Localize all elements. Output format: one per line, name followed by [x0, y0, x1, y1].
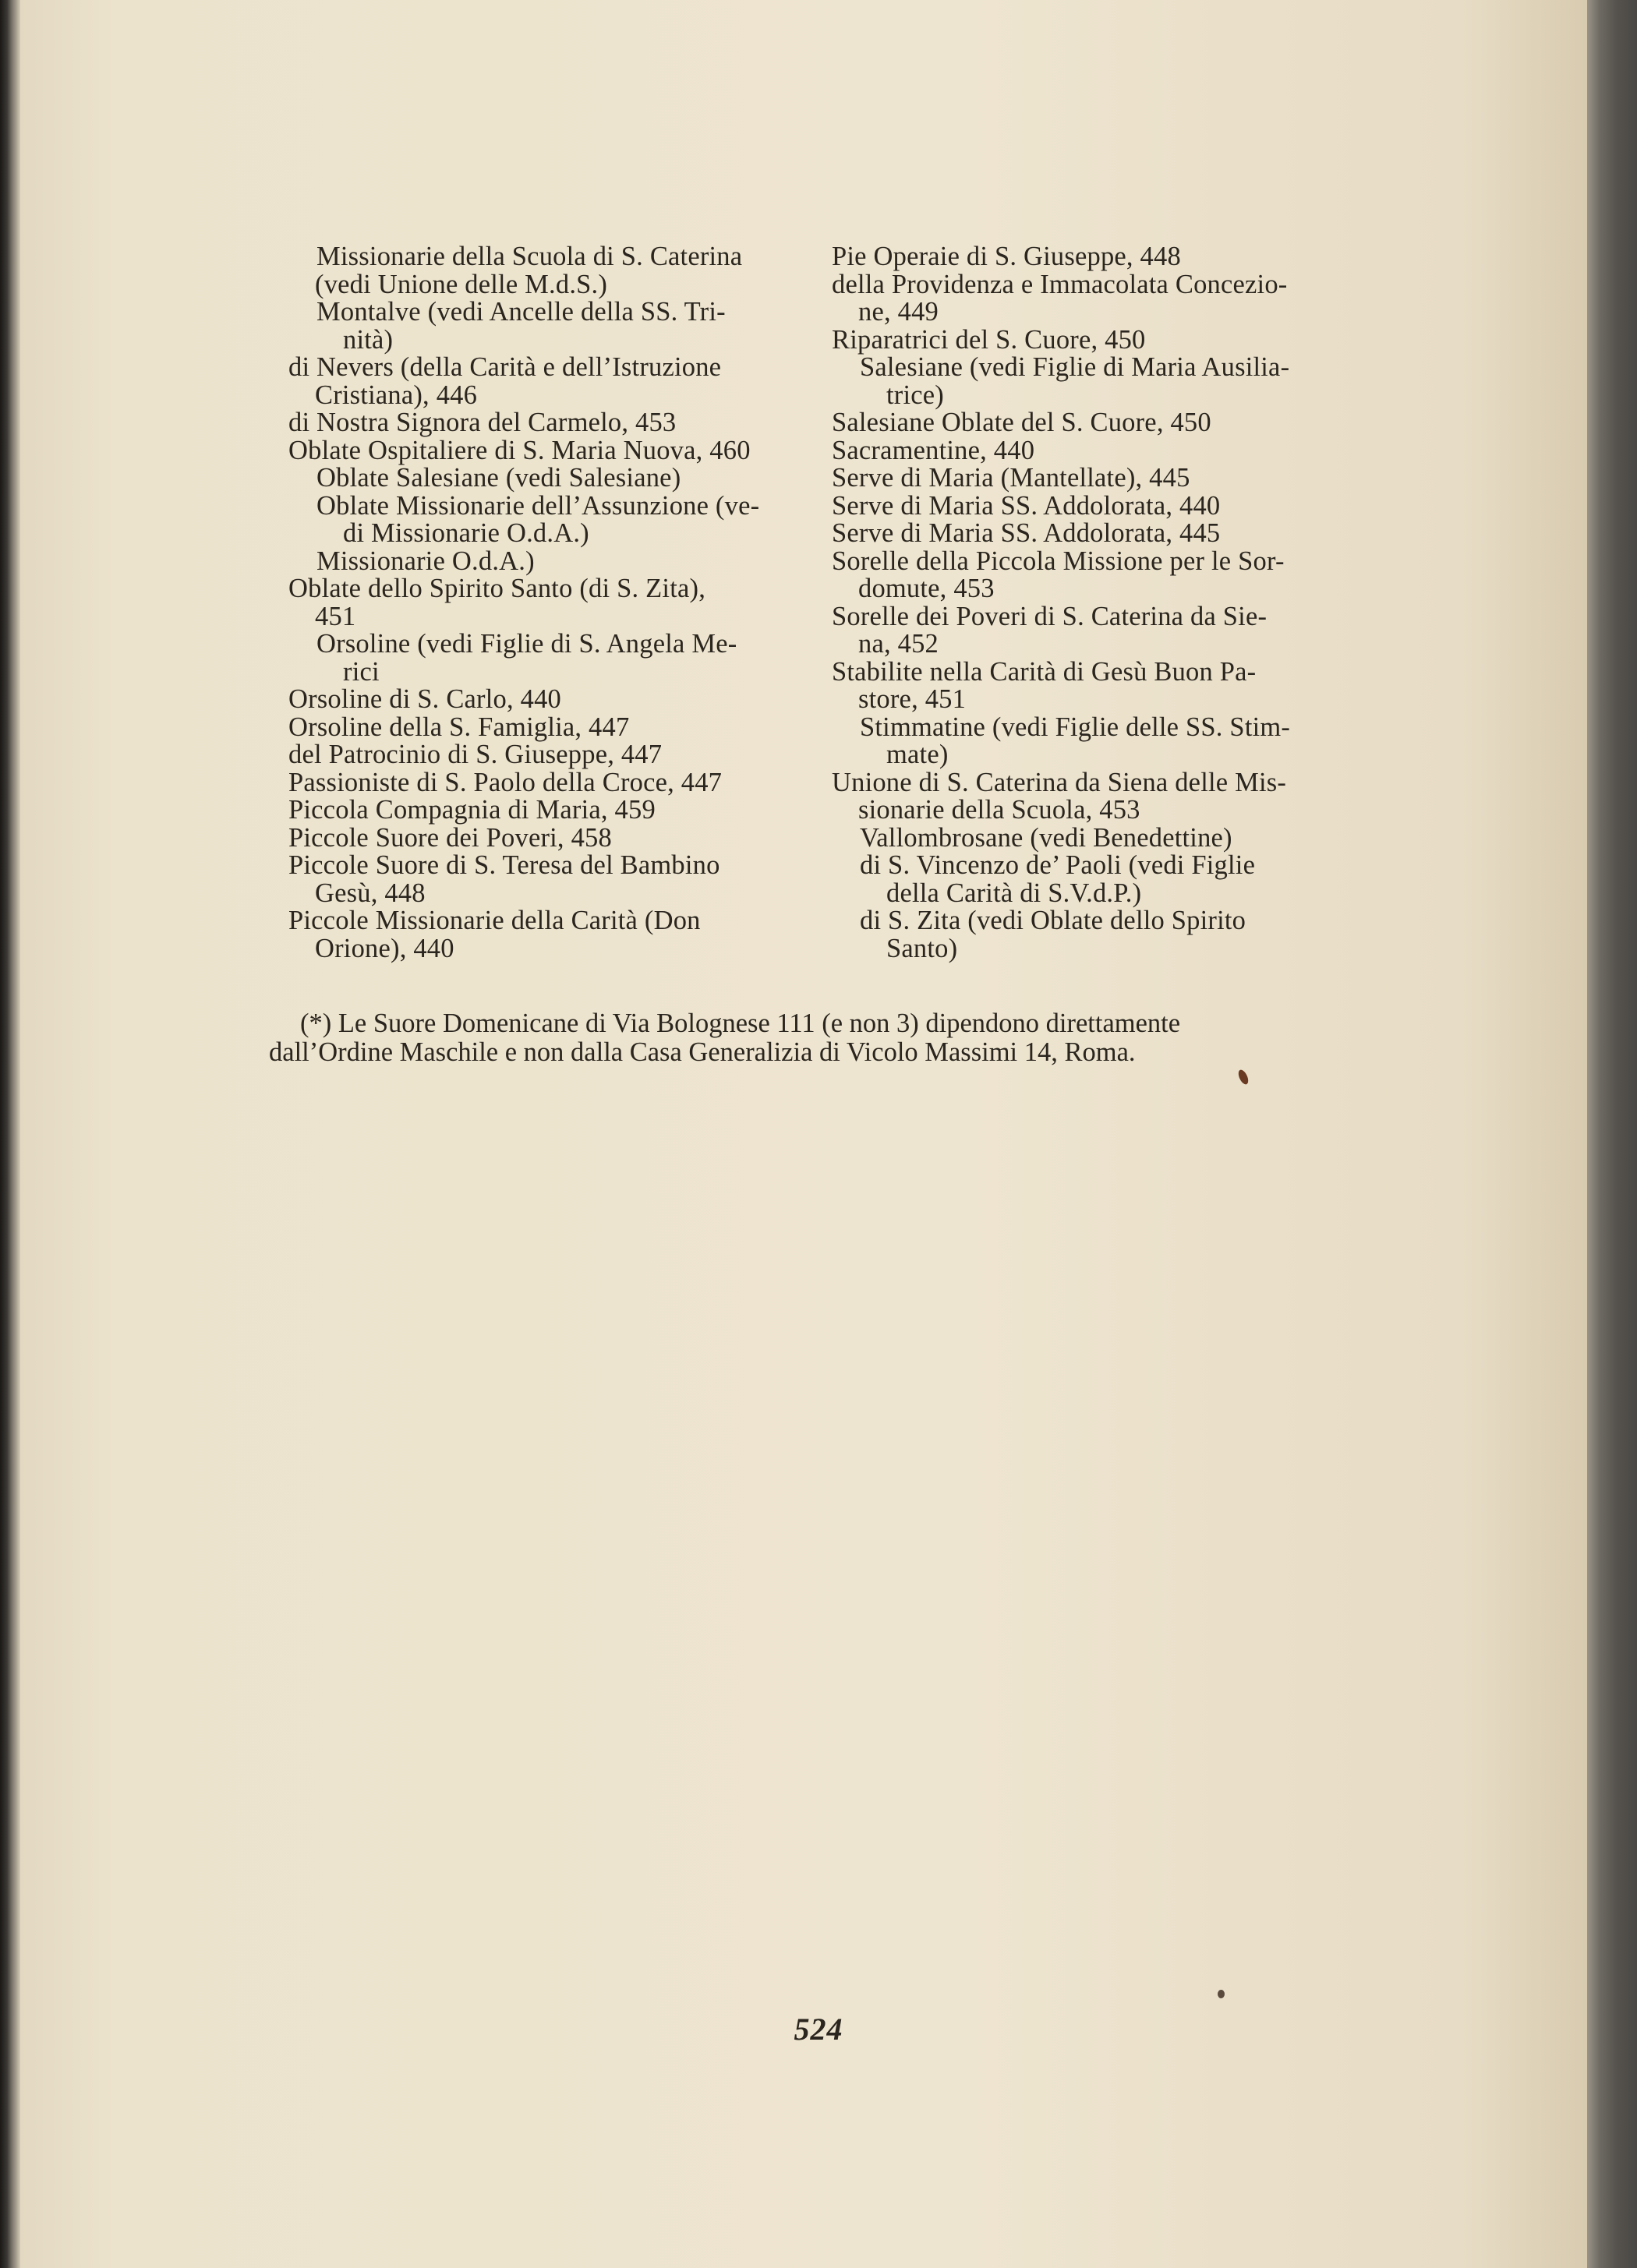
- index-entry: nità): [343, 324, 394, 355]
- index-entry: rici: [343, 656, 380, 687]
- index-entry: di S. Zita (vedi Oblate dello Spirito: [860, 906, 1246, 935]
- index-entry: della Providenza e Immacolata Concezio-: [832, 269, 1288, 299]
- book-spine: [0, 0, 20, 2268]
- index-entry: Riparatrici del S. Cuore, 450: [832, 324, 1146, 355]
- index-entry: na, 452: [858, 629, 939, 659]
- index-entry: di Nostra Signora del Carmelo, 453: [288, 408, 677, 437]
- index-entry: Oblate Salesiane (vedi Salesiane): [316, 463, 681, 493]
- index-entry: di Missionarie O.d.A.): [343, 518, 589, 548]
- index-column-left: [288, 243, 787, 963]
- index-entry: Sorelle dei Poveri di S. Caterina da Sie-: [832, 601, 1268, 631]
- index-entry: Serve di Maria SS. Addolorata, 440: [832, 490, 1221, 521]
- index-entry: Orsoline della S. Famiglia, 447: [288, 712, 630, 742]
- index-entry: Salesiane Oblate del S. Cuore, 450: [832, 408, 1211, 437]
- index-entry: Orsoline (vedi Figlie di S. Angela Me-: [316, 629, 737, 659]
- index-entry: Gesù, 448: [315, 878, 426, 908]
- index-entry: domute, 453: [858, 574, 995, 603]
- index-entry: Stimmatine (vedi Figlie delle SS. Stim-: [860, 712, 1291, 742]
- index-entry: Orsoline di S. Carlo, 440: [288, 684, 561, 714]
- index-entry: trice): [886, 380, 944, 410]
- index-entry: Unione di S. Caterina da Siena delle Mis-: [832, 767, 1287, 797]
- index-entry: Passioniste di S. Paolo della Croce, 447: [288, 767, 723, 797]
- index-entry: Piccole Suore dei Poveri, 458: [288, 822, 612, 853]
- index-entry: Missionarie O.d.A.): [316, 546, 535, 576]
- index-entry: 451: [315, 601, 356, 631]
- index-entry: sionarie della Scuola, 453: [858, 795, 1140, 825]
- index-entry: mate): [886, 740, 949, 769]
- index-entry: Oblate Ospitaliere di S. Maria Nuova, 460: [288, 435, 751, 465]
- index-entry: Cristiana), 446: [315, 380, 478, 410]
- page-number: 524: [794, 2012, 843, 2047]
- index-entry: Montalve (vedi Ancelle della SS. Tri-: [316, 297, 726, 327]
- index-column-right: [832, 243, 1334, 963]
- footnote: [269, 1009, 1345, 1067]
- index-entry: Oblate Missionarie dell’Assunzione (ve-: [316, 490, 760, 521]
- index-entry: Piccola Compagnia di Maria, 459: [288, 795, 656, 825]
- ink-spot: [1218, 1990, 1225, 1998]
- index-entry: Missionarie della Scuola di S. Caterina: [316, 242, 743, 271]
- index-entry: Serve di Maria (Mantellate), 445: [832, 463, 1190, 493]
- index-entry: Sorelle della Piccola Missione per le Sor-: [832, 546, 1285, 576]
- index-entry: Piccole Suore di S. Teresa del Bambino: [288, 850, 720, 880]
- index-entry: della Carità di S.V.d.P.): [886, 878, 1142, 908]
- index-entry: di Nevers (della Carità e dell’Istruzione: [288, 352, 722, 382]
- index-entry: Orione), 440: [315, 933, 454, 963]
- index-entry: Serve di Maria SS. Addolorata, 445: [832, 518, 1221, 548]
- index-entry: (vedi Unione delle M.d.S.): [315, 269, 608, 299]
- index-entry: Stabilite nella Carità di Gesù Buon Pa-: [832, 656, 1257, 687]
- index-entry: di S. Vincenzo de’ Paoli (vedi Figlie: [860, 850, 1256, 880]
- index-entry: Salesiane (vedi Figlie di Maria Ausilia-: [860, 352, 1290, 382]
- index-entry: Piccole Missionarie della Carità (Don: [288, 906, 701, 935]
- footnote-line-1: (*) Le Suore Domenicane di Via Bolognese 111 (e non 3) dipendono direttamente: [300, 1009, 1181, 1038]
- index-entry: Oblate dello Spirito Santo (di S. Zita),: [288, 574, 706, 603]
- index-entry: Pie Operaie di S. Giuseppe, 448: [832, 242, 1181, 271]
- index-entry: store, 451: [858, 684, 967, 714]
- book-page: [20, 0, 1587, 2268]
- index-entry: Vallombrosane (vedi Benedettine): [860, 822, 1232, 853]
- index-entry: del Patrocinio di S. Giuseppe, 447: [288, 740, 663, 769]
- page-edge: [1587, 0, 1637, 2268]
- index-entry: Sacramentine, 440: [832, 435, 1035, 465]
- index-entry: ne, 449: [858, 297, 939, 327]
- index-entry: Santo): [886, 933, 958, 963]
- footnote-line-2: dall’Ordine Maschile e non dalla Casa Generalizia di Vicolo Massimi 14, Roma.: [269, 1037, 1136, 1067]
